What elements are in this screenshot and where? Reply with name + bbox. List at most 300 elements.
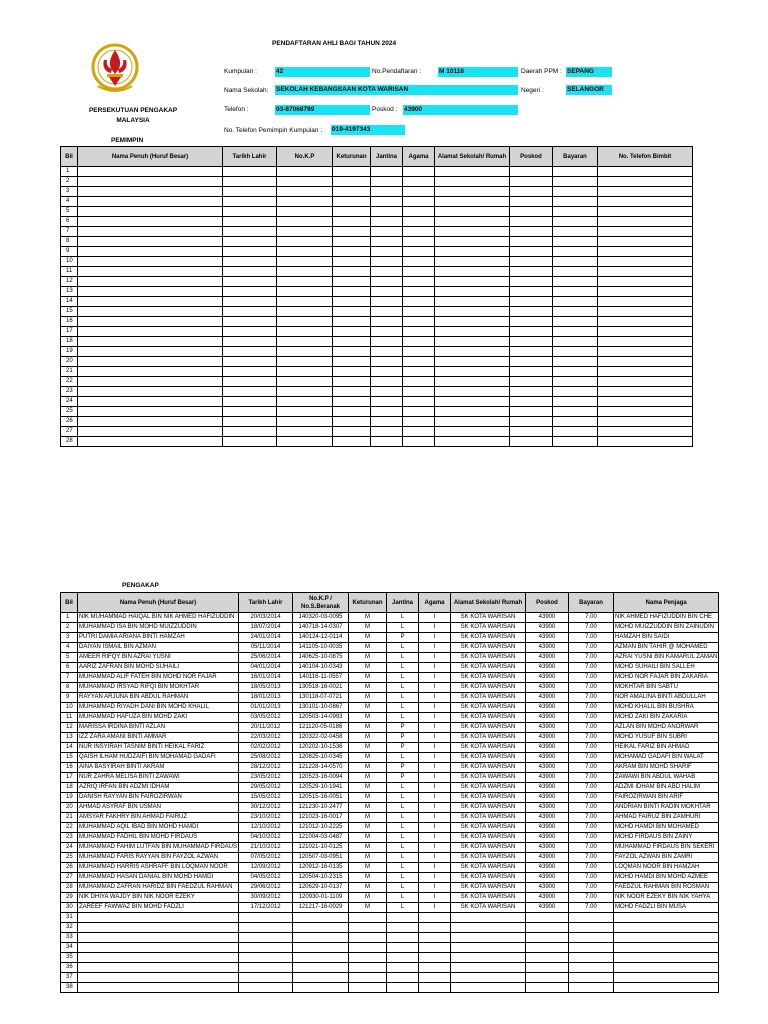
table-cell[interactable] [435, 187, 510, 197]
table-cell[interactable]: 43900 [526, 623, 569, 633]
table-cell[interactable]: 43900 [526, 803, 569, 813]
table-cell[interactable]: SK KOTA WARISAN [451, 773, 526, 783]
table-cell[interactable] [614, 973, 719, 983]
table-cell[interactable]: 130118-07-0721 [293, 693, 349, 703]
table-cell[interactable] [510, 247, 553, 257]
table-cell[interactable]: L [387, 643, 419, 653]
table-cell[interactable] [526, 963, 569, 973]
table-cell[interactable] [239, 943, 293, 953]
table-cell[interactable] [553, 167, 598, 177]
table-cell[interactable]: MOHD YUSUF BIN SUBRI [614, 733, 719, 743]
table-cell[interactable]: I [419, 873, 451, 883]
table-cell[interactable]: 27 [61, 873, 78, 883]
table-cell[interactable] [223, 247, 277, 257]
table-cell[interactable]: 43900 [526, 713, 569, 723]
table-cell[interactable] [333, 397, 371, 407]
table-cell[interactable]: 24 [61, 397, 78, 407]
table-cell[interactable]: L [387, 853, 419, 863]
table-cell[interactable] [435, 207, 510, 217]
table-cell[interactable]: M [349, 663, 387, 673]
table-cell[interactable]: 21 [61, 367, 78, 377]
table-cell[interactable] [333, 217, 371, 227]
table-cell[interactable] [403, 367, 435, 377]
table-cell[interactable] [553, 257, 598, 267]
table-cell[interactable] [223, 167, 277, 177]
table-cell[interactable]: M [349, 673, 387, 683]
table-cell[interactable]: 7.00 [569, 723, 614, 733]
table-cell[interactable]: NIK NOOR EZEKY BIN NIK YAHYA [614, 893, 719, 903]
table-cell[interactable]: 05/11/2014 [239, 643, 293, 653]
table-cell[interactable] [435, 167, 510, 177]
table-cell[interactable]: M [349, 803, 387, 813]
table-cell[interactable]: 25/06/2014 [239, 653, 293, 663]
table-cell[interactable]: MOHAMAD GADAFI BIN WALAT [614, 753, 719, 763]
table-cell[interactable]: 43900 [526, 633, 569, 643]
table-cell[interactable] [614, 933, 719, 943]
table-cell[interactable] [371, 427, 403, 437]
table-cell[interactable]: 02/02/2012 [239, 743, 293, 753]
table-cell[interactable]: I [419, 743, 451, 753]
table-cell[interactable] [371, 287, 403, 297]
table-cell[interactable]: 5 [61, 207, 78, 217]
table-cell[interactable] [598, 237, 693, 247]
table-cell[interactable] [371, 437, 403, 447]
table-cell[interactable]: AZLAN BIN MOHD ANORWAR [614, 723, 719, 733]
table-cell[interactable]: LOQMAN NOOR BIN HAMZAH [614, 863, 719, 873]
table-cell[interactable]: P [387, 723, 419, 733]
table-cell[interactable]: I [419, 863, 451, 873]
table-cell[interactable] [553, 367, 598, 377]
table-cell[interactable] [293, 933, 349, 943]
table-cell[interactable] [277, 187, 333, 197]
table-cell[interactable] [403, 187, 435, 197]
table-cell[interactable]: MOHD ZAKI BIN ZAKARIA [614, 713, 719, 723]
table-cell[interactable] [614, 983, 719, 993]
table-cell[interactable]: 140718-14-0307 [293, 623, 349, 633]
table-cell[interactable]: L [387, 693, 419, 703]
table-cell[interactable] [223, 257, 277, 267]
table-cell[interactable] [451, 973, 526, 983]
table-cell[interactable] [614, 963, 719, 973]
table-cell[interactable] [277, 247, 333, 257]
table-cell[interactable] [553, 357, 598, 367]
table-cell[interactable] [78, 257, 223, 267]
table-cell[interactable]: L [387, 683, 419, 693]
table-cell[interactable] [371, 367, 403, 377]
table-cell[interactable]: 23 [61, 387, 78, 397]
table-cell[interactable] [419, 933, 451, 943]
table-cell[interactable] [387, 943, 419, 953]
table-cell[interactable] [223, 347, 277, 357]
table-cell[interactable] [277, 377, 333, 387]
table-cell[interactable] [223, 407, 277, 417]
table-cell[interactable]: 4 [61, 197, 78, 207]
table-cell[interactable] [510, 317, 553, 327]
table-cell[interactable]: MUHAMMAD ZAFRAN HARIDZ BIN FAEDZUL RAHMAN [78, 883, 239, 893]
table-cell[interactable]: SK KOTA WARISAN [451, 733, 526, 743]
table-cell[interactable] [78, 247, 223, 257]
table-cell[interactable] [598, 417, 693, 427]
table-cell[interactable]: M [349, 723, 387, 733]
table-cell[interactable] [371, 197, 403, 207]
table-cell[interactable] [403, 407, 435, 417]
table-cell[interactable]: P [387, 733, 419, 743]
table-cell[interactable] [277, 297, 333, 307]
table-cell[interactable]: 4 [61, 643, 78, 653]
table-cell[interactable]: SK KOTA WARISAN [451, 833, 526, 843]
table-cell[interactable] [78, 397, 223, 407]
table-cell[interactable] [598, 277, 693, 287]
table-cell[interactable] [78, 417, 223, 427]
table-cell[interactable] [510, 367, 553, 377]
table-cell[interactable]: I [419, 763, 451, 773]
table-cell[interactable]: 7.00 [569, 893, 614, 903]
table-cell[interactable] [78, 913, 239, 923]
table-cell[interactable] [598, 427, 693, 437]
table-cell[interactable]: MOHD HAMDI BIN MOHD AZMEE [614, 873, 719, 883]
table-cell[interactable] [569, 943, 614, 953]
table-cell[interactable]: 7.00 [569, 613, 614, 623]
table-cell[interactable] [223, 277, 277, 287]
table-cell[interactable]: 43900 [526, 663, 569, 673]
table-cell[interactable]: L [387, 613, 419, 623]
table-cell[interactable]: L [387, 673, 419, 683]
table-cell[interactable]: SK KOTA WARISAN [451, 803, 526, 813]
table-cell[interactable]: 120202-10-1536 [293, 743, 349, 753]
table-cell[interactable]: 24 [61, 843, 78, 853]
table-cell[interactable] [349, 973, 387, 983]
table-cell[interactable] [223, 437, 277, 447]
table-cell[interactable]: 31 [61, 913, 78, 923]
table-cell[interactable] [333, 417, 371, 427]
table-cell[interactable] [403, 357, 435, 367]
table-cell[interactable]: 04/10/2012 [239, 833, 293, 843]
table-cell[interactable] [371, 377, 403, 387]
table-cell[interactable]: M [349, 863, 387, 873]
table-cell[interactable]: NUR ZAHRA MELISA BINTI ZAWAWI [78, 773, 239, 783]
table-cell[interactable] [223, 217, 277, 227]
table-cell[interactable]: M [349, 773, 387, 783]
table-cell[interactable] [223, 297, 277, 307]
table-cell[interactable] [403, 377, 435, 387]
table-cell[interactable]: RAYYAN ARJUNA BIN ABDUL RAHMAN [78, 693, 239, 703]
table-cell[interactable] [333, 427, 371, 437]
table-cell[interactable]: 15/05/2012 [239, 793, 293, 803]
table-cell[interactable] [371, 177, 403, 187]
table-cell[interactable]: 141105-10-0035 [293, 643, 349, 653]
table-cell[interactable] [223, 187, 277, 197]
table-cell[interactable]: 1 [61, 613, 78, 623]
table-cell[interactable] [598, 227, 693, 237]
table-cell[interactable]: 43900 [526, 823, 569, 833]
table-cell[interactable] [371, 217, 403, 227]
table-cell[interactable] [451, 953, 526, 963]
table-cell[interactable] [223, 307, 277, 317]
table-cell[interactable] [371, 397, 403, 407]
table-cell[interactable] [553, 287, 598, 297]
table-cell[interactable]: 12 [61, 277, 78, 287]
table-cell[interactable] [598, 197, 693, 207]
table-cell[interactable]: 43900 [526, 693, 569, 703]
table-cell[interactable]: 121228-14-0570 [293, 763, 349, 773]
table-cell[interactable] [277, 197, 333, 207]
table-cell[interactable] [451, 923, 526, 933]
table-cell[interactable]: FAEDZUL RAHMAN BIN ROSMAN [614, 883, 719, 893]
table-cell[interactable]: 29 [61, 893, 78, 903]
table-cell[interactable]: 6 [61, 663, 78, 673]
table-cell[interactable]: M [349, 763, 387, 773]
table-cell[interactable]: MUHAMMAD FAHIM LUTFAN BIN MUHAMMAD FIRDAUS [78, 843, 239, 853]
table-cell[interactable]: 8 [61, 237, 78, 247]
table-cell[interactable] [451, 933, 526, 943]
table-cell[interactable] [598, 207, 693, 217]
table-cell[interactable] [598, 367, 693, 377]
table-cell[interactable] [510, 257, 553, 267]
table-cell[interactable]: 27 [61, 427, 78, 437]
table-cell[interactable]: I [419, 773, 451, 783]
table-cell[interactable]: I [419, 903, 451, 913]
table-cell[interactable]: 43900 [526, 683, 569, 693]
table-cell[interactable]: 22 [61, 823, 78, 833]
table-cell[interactable] [78, 387, 223, 397]
table-cell[interactable]: AKRAM BIN MOHD SHARIF [614, 763, 719, 773]
table-cell[interactable]: 14 [61, 297, 78, 307]
table-cell[interactable] [510, 397, 553, 407]
table-cell[interactable] [419, 983, 451, 993]
table-cell[interactable] [403, 257, 435, 267]
table-cell[interactable]: 21 [61, 813, 78, 823]
table-cell[interactable]: 120629-10-0137 [293, 883, 349, 893]
table-cell[interactable] [277, 257, 333, 267]
table-cell[interactable] [614, 943, 719, 953]
table-cell[interactable]: 121004-03-0487 [293, 833, 349, 843]
table-cell[interactable]: 10 [61, 257, 78, 267]
table-cell[interactable]: NUR INSYIRAH TASNIM BINTI HEIKAL FARIZ [78, 743, 239, 753]
table-cell[interactable]: 43900 [526, 853, 569, 863]
table-cell[interactable] [553, 217, 598, 227]
table-cell[interactable] [333, 337, 371, 347]
table-cell[interactable] [78, 207, 223, 217]
table-cell[interactable] [553, 177, 598, 187]
table-cell[interactable]: 1 [61, 167, 78, 177]
table-cell[interactable] [451, 943, 526, 953]
table-cell[interactable]: 16/01/2014 [239, 673, 293, 683]
table-cell[interactable]: MUHAMMAD FIRDAUS BIN SEKERI [614, 843, 719, 853]
table-cell[interactable] [78, 177, 223, 187]
table-cell[interactable]: M [349, 733, 387, 743]
table-cell[interactable]: 7.00 [569, 853, 614, 863]
table-cell[interactable]: SK KOTA WARISAN [451, 783, 526, 793]
table-cell[interactable]: M [349, 883, 387, 893]
table-cell[interactable]: 43900 [526, 753, 569, 763]
table-cell[interactable] [510, 407, 553, 417]
table-cell[interactable]: 7.00 [569, 863, 614, 873]
table-cell[interactable] [239, 963, 293, 973]
table-cell[interactable] [553, 267, 598, 277]
table-cell[interactable] [598, 307, 693, 317]
table-cell[interactable] [371, 357, 403, 367]
table-cell[interactable] [403, 237, 435, 247]
table-cell[interactable] [293, 973, 349, 983]
table-cell[interactable]: L [387, 653, 419, 663]
table-cell[interactable]: SK KOTA WARISAN [451, 713, 526, 723]
table-cell[interactable] [435, 217, 510, 227]
table-cell[interactable] [387, 983, 419, 993]
table-cell[interactable]: 18 [61, 337, 78, 347]
table-cell[interactable] [239, 933, 293, 943]
table-cell[interactable] [293, 963, 349, 973]
table-cell[interactable]: 43900 [526, 783, 569, 793]
table-cell[interactable]: 35 [61, 953, 78, 963]
table-cell[interactable]: 36 [61, 963, 78, 973]
table-cell[interactable]: AMSYAR FAKHRY BIN AHMAD FAIRUZ [78, 813, 239, 823]
table-cell[interactable] [223, 417, 277, 427]
table-cell[interactable] [277, 367, 333, 377]
table-cell[interactable]: 140320-03-0095 [293, 613, 349, 623]
table-cell[interactable]: 15 [61, 307, 78, 317]
table-cell[interactable] [293, 983, 349, 993]
table-cell[interactable] [553, 347, 598, 357]
table-cell[interactable]: I [419, 833, 451, 843]
table-cell[interactable] [371, 207, 403, 217]
table-cell[interactable] [403, 167, 435, 177]
table-cell[interactable]: 43900 [526, 863, 569, 873]
table-cell[interactable] [435, 307, 510, 317]
table-cell[interactable]: NOR AMALINA BINTI ABDULLAH [614, 693, 719, 703]
table-cell[interactable] [435, 267, 510, 277]
table-cell[interactable]: 25 [61, 407, 78, 417]
table-cell[interactable] [526, 983, 569, 993]
table-cell[interactable]: 30/12/2012 [239, 803, 293, 813]
table-cell[interactable] [419, 953, 451, 963]
table-cell[interactable] [403, 287, 435, 297]
table-cell[interactable] [239, 953, 293, 963]
table-cell[interactable]: 43900 [526, 903, 569, 913]
table-cell[interactable] [78, 287, 223, 297]
table-cell[interactable]: L [387, 713, 419, 723]
table-cell[interactable]: SK KOTA WARISAN [451, 723, 526, 733]
table-cell[interactable]: MOHD SUHAILI BIN SALLEH [614, 663, 719, 673]
table-cell[interactable]: SK KOTA WARISAN [451, 633, 526, 643]
table-cell[interactable]: 43900 [526, 643, 569, 653]
table-cell[interactable]: 11 [61, 713, 78, 723]
table-cell[interactable] [553, 337, 598, 347]
table-cell[interactable]: 7.00 [569, 813, 614, 823]
table-cell[interactable]: SK KOTA WARISAN [451, 903, 526, 913]
table-cell[interactable]: 7.00 [569, 803, 614, 813]
table-cell[interactable] [223, 197, 277, 207]
table-cell[interactable]: 121021-10-0125 [293, 843, 349, 853]
table-cell[interactable] [435, 257, 510, 267]
table-cell[interactable] [277, 337, 333, 347]
table-cell[interactable] [598, 217, 693, 227]
table-cell[interactable] [435, 347, 510, 357]
table-cell[interactable] [510, 207, 553, 217]
table-cell[interactable] [277, 417, 333, 427]
table-cell[interactable] [223, 287, 277, 297]
table-cell[interactable]: SK KOTA WARISAN [451, 613, 526, 623]
table-cell[interactable] [510, 307, 553, 317]
table-cell[interactable] [419, 973, 451, 983]
table-cell[interactable]: NIK MUHAMMAD HAIQAL BIN NIK AHMED HAFIZUDDIN [78, 613, 239, 623]
table-cell[interactable]: M [349, 643, 387, 653]
table-cell[interactable] [598, 327, 693, 337]
table-cell[interactable] [553, 307, 598, 317]
table-cell[interactable]: 17 [61, 773, 78, 783]
table-cell[interactable]: P [387, 743, 419, 753]
table-cell[interactable] [403, 347, 435, 357]
table-cell[interactable]: HEIKAL FARIZ BIN AHMAD [614, 743, 719, 753]
table-cell[interactable]: 23 [61, 833, 78, 843]
table-cell[interactable] [333, 277, 371, 287]
table-cell[interactable]: AZMAN BIN TAHIR @ MOHAMED [614, 643, 719, 653]
table-cell[interactable] [387, 923, 419, 933]
telefon-field[interactable]: 03-87068799 [275, 105, 370, 115]
table-cell[interactable] [387, 953, 419, 963]
table-cell[interactable]: ADZMI IDHAM BIN ABD HALIM [614, 783, 719, 793]
table-cell[interactable]: 7.00 [569, 753, 614, 763]
table-cell[interactable] [371, 247, 403, 257]
table-cell[interactable] [349, 913, 387, 923]
table-cell[interactable]: 7 [61, 227, 78, 237]
table-cell[interactable]: 43900 [526, 873, 569, 883]
table-cell[interactable] [435, 297, 510, 307]
table-cell[interactable] [526, 943, 569, 953]
table-cell[interactable]: 24/01/2014 [239, 633, 293, 643]
table-cell[interactable]: 43900 [526, 613, 569, 623]
table-cell[interactable]: 14 [61, 743, 78, 753]
table-cell[interactable] [510, 277, 553, 287]
table-cell[interactable] [598, 437, 693, 447]
table-cell[interactable]: 7.00 [569, 693, 614, 703]
table-cell[interactable]: MOHD NOR FAJAR BIN ZAKARIA [614, 673, 719, 683]
table-cell[interactable]: SK KOTA WARISAN [451, 683, 526, 693]
table-cell[interactable]: 16 [61, 317, 78, 327]
table-cell[interactable] [526, 973, 569, 983]
table-cell[interactable] [435, 177, 510, 187]
table-cell[interactable] [349, 963, 387, 973]
table-cell[interactable] [553, 377, 598, 387]
table-cell[interactable]: MOHD FADZLI BIN MUSA [614, 903, 719, 913]
table-cell[interactable]: 22/03/2012 [239, 733, 293, 743]
table-cell[interactable]: 43900 [526, 813, 569, 823]
table-cell[interactable]: 43900 [526, 703, 569, 713]
table-cell[interactable]: 120930-01-1109 [293, 893, 349, 903]
table-cell[interactable]: I [419, 693, 451, 703]
table-cell[interactable]: 20 [61, 803, 78, 813]
table-cell[interactable]: M [349, 783, 387, 793]
table-cell[interactable]: P [387, 763, 419, 773]
table-cell[interactable] [510, 297, 553, 307]
table-cell[interactable]: L [387, 903, 419, 913]
table-cell[interactable]: M [349, 653, 387, 663]
table-cell[interactable] [387, 913, 419, 923]
table-cell[interactable]: 07/05/2012 [239, 853, 293, 863]
table-cell[interactable]: 7.00 [569, 713, 614, 723]
table-cell[interactable]: 7.00 [569, 843, 614, 853]
table-cell[interactable]: 28 [61, 437, 78, 447]
table-cell[interactable] [435, 427, 510, 437]
table-cell[interactable] [553, 207, 598, 217]
table-cell[interactable] [78, 427, 223, 437]
table-cell[interactable] [526, 913, 569, 923]
table-cell[interactable]: 7.00 [569, 643, 614, 653]
table-cell[interactable]: I [419, 883, 451, 893]
table-cell[interactable] [403, 227, 435, 237]
table-cell[interactable]: 7.00 [569, 903, 614, 913]
table-cell[interactable]: IZZ ZARA AMANI BINTI AMMAR [78, 733, 239, 743]
table-cell[interactable] [78, 307, 223, 317]
